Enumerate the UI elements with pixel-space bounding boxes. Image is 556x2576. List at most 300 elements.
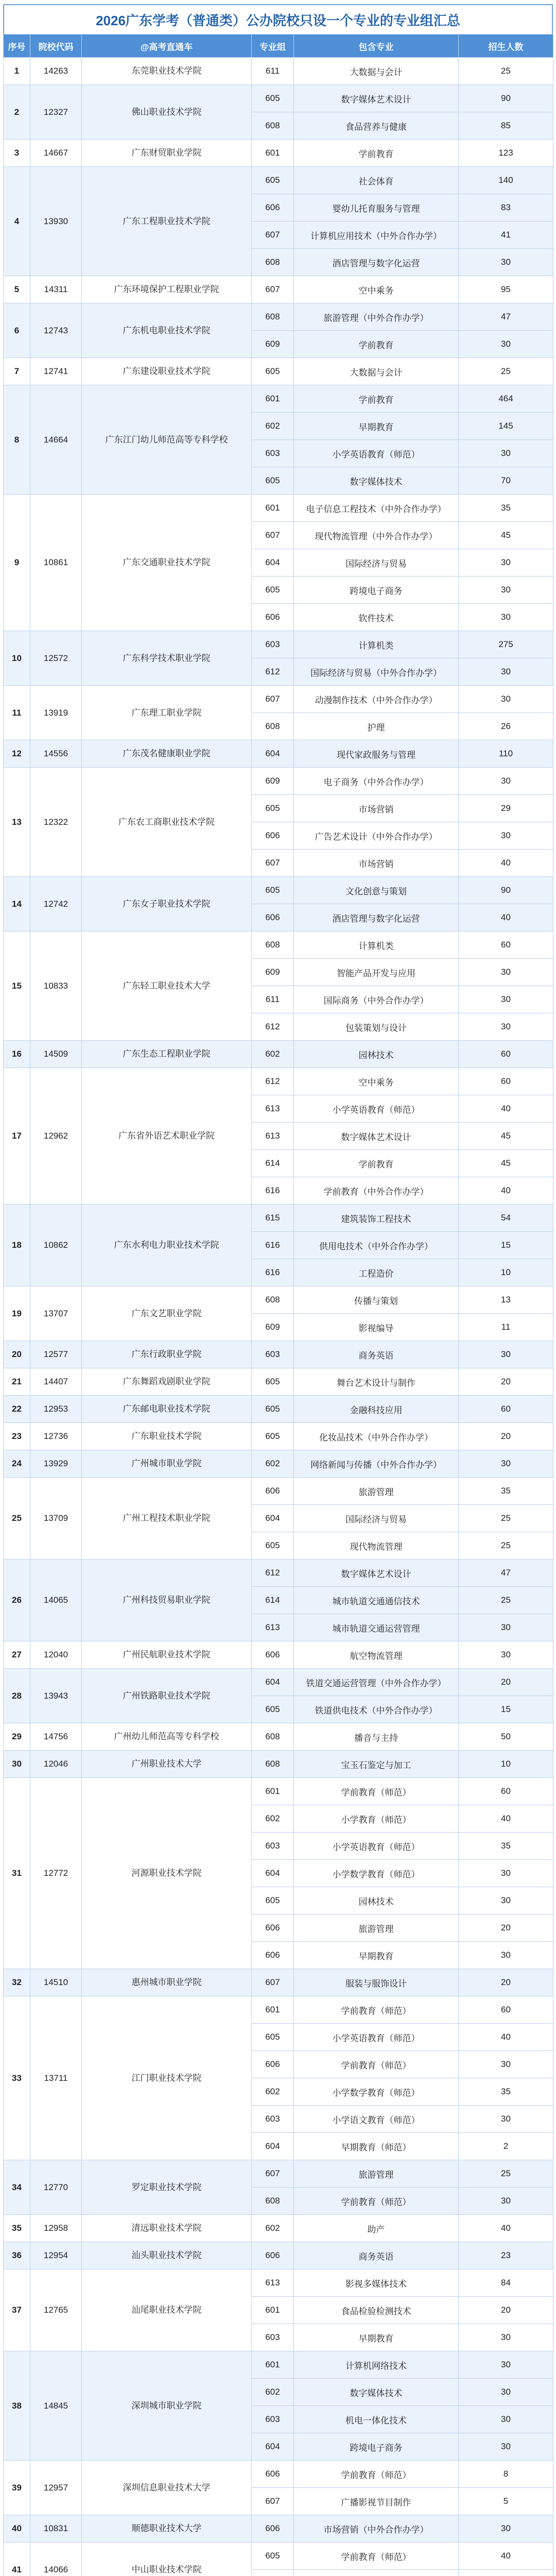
cell-group: 604 [252,740,294,768]
cell-group: 605 [252,795,294,822]
cell-quota: 85 [459,112,553,140]
cell-quota: 40 [459,2215,553,2242]
cell-quota: 110 [459,740,553,768]
table-row [4,358,553,385]
cell-school: 广州幼儿师范高等专科学校 [82,1723,252,1751]
cell-group: 606 [252,1641,294,1669]
cell-major: 跨境电子商务 [294,577,459,604]
cell-code: 12322 [30,768,82,877]
cell-major: 市场营销 [294,795,459,822]
table-row [4,1969,553,1996]
cell-quota: 30 [459,577,553,604]
cell-group: 601 [252,495,294,522]
cell-code: 14407 [30,1368,82,1396]
cell-major: 学前教育 [294,331,459,358]
cell-no: 14 [4,877,30,931]
cell-group: 608 [252,1751,294,1778]
cell-group: 612 [252,658,294,686]
cell-no: 20 [4,1341,30,1368]
cell-major: 早期教育（师范） [294,2133,459,2160]
cell-quota: 15 [459,1232,553,1259]
cell-school: 广东省外语艺术职业学院 [82,1068,252,1205]
table-row [4,1560,553,1587]
header-row [4,35,553,58]
cell-major: 酒店管理与数字化运营 [294,904,459,931]
cell-group: 614 [252,1150,294,1177]
cell-group: 601 [252,1778,294,1805]
cell-major: 市场营销（中外合作办学） [294,2515,459,2543]
cell-school: 罗定职业技术学院 [82,2160,252,2215]
table-row [4,1396,553,1423]
cell-no: 18 [4,1205,30,1286]
cell-group: 605 [252,2543,294,2570]
cell-group: 604 [252,2433,294,2461]
cell-major: 商务英语 [294,2242,459,2269]
cell-major: 小学数学教育（师范） [294,2078,459,2106]
cell-code: 12743 [30,303,82,358]
cell-no: 32 [4,1969,30,1996]
cell-major: 文化创意与策划 [294,877,459,904]
table-row [4,1478,553,1505]
cell-major: 数字媒体技术 [294,2379,459,2406]
cell-no: 39 [4,2461,30,2515]
cell-quota: 30 [459,1450,553,1478]
cell-group: 612 [252,1560,294,1587]
cell-major: 机电一体化技术 [294,2406,459,2433]
cell-quota: 84 [459,2269,553,2297]
cell-quota: 30 [459,2515,553,2543]
table-row [4,495,553,522]
cell-major: 金融科技应用 [294,1396,459,1423]
table-row [4,167,553,194]
cell-school: 河源职业技术学院 [82,1778,252,1969]
cell-major: 旅游管理 [294,1478,459,1505]
cell-group: 603 [252,2406,294,2433]
cell-group: 607 [252,222,294,249]
cell-quota: 25 [459,58,553,85]
cell-quota: 30 [459,1341,553,1368]
cell-quota: 35 [459,495,553,522]
cell-code: 14065 [30,1560,82,1641]
cell-group: 604 [252,2133,294,2160]
cell-major: 小学英语教育（师范） [294,2024,459,2051]
cell-quota: 60 [459,1068,553,1095]
cell-no: 7 [4,358,30,385]
cell-quota: 30 [459,440,553,467]
table-row [4,1341,553,1368]
cell-code: 14556 [30,740,82,768]
cell-major: 化妆品技术（中外合作办学） [294,1423,459,1450]
cell-group: 606 [252,904,294,931]
cell-group: 603 [252,2106,294,2133]
cell-group: 602 [252,413,294,440]
cell-group: 605 [252,1423,294,1450]
cell-major: 供用电技术（中外合作办学） [294,1232,459,1259]
cell-group: 603 [252,440,294,467]
cell-no: 9 [4,495,30,631]
cell-no: 27 [4,1641,30,1669]
cell-quota: 30 [459,1641,553,1669]
cell-group: 605 [252,1532,294,1560]
cell-quota: 30 [459,1860,553,1887]
cell-no: 28 [4,1669,30,1723]
cell-major: 电子商务（中外合作办学） [294,768,459,795]
header-school: @高考直通车 [82,35,252,58]
cell-major: 国际经济与贸易 [294,549,459,577]
cell-major: 学前教育（师范） [294,2051,459,2078]
cell-group: 607 [252,686,294,713]
cell-code: 13707 [30,1286,82,1341]
cell-major: 影视多媒体技术 [294,2269,459,2297]
cell-no: 25 [4,1478,30,1560]
cell-no: 22 [4,1396,30,1423]
cell-quota: 30 [459,1887,553,1914]
cell-major: 数字媒体艺术设计 [294,85,459,112]
cell-code: 14756 [30,1723,82,1751]
cell-school: 广东科学技术职业学院 [82,631,252,686]
cell-major: 动漫制作技术（中外合作办学） [294,686,459,713]
cell-school: 广东江门幼儿师范高等专科学校 [82,385,252,495]
cell-group: 606 [252,2051,294,2078]
cell-group: 602 [252,2078,294,2106]
cell-major: 婴幼儿托育服务与管理 [294,194,459,222]
cell-major: 现代物流管理 [294,1532,459,1560]
header-code: 院校代码 [30,35,82,58]
cell-major: 现代家政服务与管理 [294,740,459,768]
cell-major: 数字媒体技术 [294,467,459,495]
cell-quota: 25 [459,1505,553,1532]
cell-quota: 40 [459,1177,553,1205]
cell-quota: 20 [459,1969,553,1996]
cell-group: 608 [252,303,294,331]
cell-no: 15 [4,931,30,1041]
table-row [4,2269,553,2297]
cell-school: 广东女子职业技术学院 [82,877,252,931]
cell-major: 大数据与会计 [294,358,459,385]
cell-major: 旅游管理 [294,2160,459,2188]
cell-major: 园林技术 [294,1041,459,1068]
cell-group: 606 [252,1942,294,1969]
cell-group: 601 [252,2351,294,2379]
header-quota: 招生人数 [459,35,553,58]
cell-major: 小学语文教育（师范） [294,2106,459,2133]
table-row [4,1996,553,2024]
cell-major: 网络新闻与传播（中外合作办学） [294,1450,459,1478]
cell-code: 14066 [30,2543,82,2576]
cell-group: 607 [252,1969,294,1996]
cell-group: 602 [252,1450,294,1478]
cell-no: 24 [4,1450,30,1478]
table-row [4,1286,553,1314]
cell-major: 食品检验检测技术 [294,2297,459,2324]
cell-group: 613 [252,1614,294,1641]
table-row [4,631,553,658]
cell-quota: 140 [459,167,553,194]
cell-code: 12957 [30,2461,82,2515]
cell-major: 空中乘务 [294,276,459,303]
cell-group: 608 [252,2188,294,2215]
cell-major: 大数据与会计 [294,58,459,85]
table-row [4,85,553,112]
cell-quota: 35 [459,1833,553,1860]
cell-quota: 275 [459,631,553,658]
cell-group: 601 [252,2297,294,2324]
cell-group: 605 [252,577,294,604]
cell-quota: 23 [459,2242,553,2269]
cell-school: 广东行政职业学院 [82,1341,252,1368]
cell-school: 东莞职业技术学院 [82,58,252,85]
cell-major: 旅游管理（中外合作办学） [294,303,459,331]
cell-quota: 20 [459,1368,553,1396]
cell-major: 助产 [294,2215,459,2242]
table-row [4,1641,553,1669]
table-row [4,2543,553,2570]
cell-school: 深圳城市职业学院 [82,2351,252,2461]
cell-code: 12772 [30,1778,82,1969]
cell-quota: 10 [459,1751,553,1778]
cell-quota: 2 [459,2133,553,2160]
cell-school: 广州科技贸易职业学院 [82,1560,252,1641]
cell-group: 603 [252,631,294,658]
cell-major: 广告艺术设计（中外合作办学） [294,822,459,850]
cell-code: 14845 [30,2351,82,2461]
cell-major: 服装与服饰设计 [294,1969,459,1996]
header-group: 专业组 [252,35,294,58]
cell-major: 学前教育 [294,140,459,167]
cell-quota: 47 [459,1560,553,1587]
cell-quota: 40 [459,850,553,877]
cell-code: 14664 [30,385,82,495]
cell-quota: 30 [459,959,553,986]
cell-group: 607 [252,276,294,303]
cell-quota: 8 [459,2461,553,2488]
cell-code: 13930 [30,167,82,276]
cell-code: 13711 [30,1996,82,2160]
cell-code: 12770 [30,2160,82,2215]
cell-quota: 15 [459,1696,553,1723]
cell-group: 609 [252,331,294,358]
cell-group: 604 [252,1505,294,1532]
cell-group: 608 [252,1286,294,1314]
cell-no: 6 [4,303,30,358]
cell-no: 30 [4,1751,30,1778]
cell-school: 广州城市职业学院 [82,1450,252,1478]
cell-group: 605 [252,85,294,112]
table-row [4,2242,553,2269]
cell-group: 616 [252,1232,294,1259]
cell-no: 17 [4,1068,30,1205]
cell-group: 605 [252,467,294,495]
cell-code: 12040 [30,1641,82,1669]
cell-group: 608 [252,1723,294,1751]
cell-group: 605 [252,1368,294,1396]
table-row [4,877,553,904]
cell-quota: 40 [459,904,553,931]
cell-quota: 30 [459,822,553,850]
cell-code: 10862 [30,1205,82,1286]
cell-code: 12953 [30,1396,82,1423]
cell-quota: 30 [459,2406,553,2433]
cell-quota: 30 [459,331,553,358]
cell-quota: 29 [459,795,553,822]
cell-school: 广州铁路职业技术学院 [82,1669,252,1723]
cell-major: 铁道供电技术（中外合作办学） [294,1696,459,1723]
table-row [4,931,553,959]
cell-major: 宝玉石鉴定与加工 [294,1751,459,1778]
cell-group: 614 [252,1587,294,1614]
cell-group: 615 [252,1205,294,1232]
cell-group: 606 [252,604,294,631]
cell-code: 12962 [30,1068,82,1205]
cell-major: 早期教育 [294,2324,459,2351]
cell-no: 23 [4,1423,30,1450]
cell-quota: 83 [459,194,553,222]
cell-quota: 20 [459,2297,553,2324]
cell-major: 小学数学教育（师范） [294,1860,459,1887]
cell-major: 国际商务（中外合作办学） [294,986,459,1013]
cell-code: 10833 [30,931,82,1041]
cell-quota: 30 [459,2051,553,2078]
cell-major: 酒店管理与数字化运营 [294,249,459,276]
cell-quota: 40 [459,1095,553,1123]
cell-quota: 47 [459,303,553,331]
cell-quota: 30 [459,549,553,577]
table-row [4,1041,553,1068]
table-row [4,686,553,713]
cell-code: 14510 [30,1969,82,1996]
cell-no: 26 [4,1560,30,1641]
cell-group: 608 [252,112,294,140]
cell-no: 21 [4,1368,30,1396]
cell-quota: 25 [459,2160,553,2188]
table-row [4,1450,553,1478]
cell-major: 播音与主持 [294,1723,459,1751]
cell-major: 学前教育（中外合作办学） [294,1177,459,1205]
cell-no: 41 [4,2543,30,2576]
cell-code: 12954 [30,2242,82,2269]
cell-group: 611 [252,58,294,85]
cell-major: 学前教育（师范） [294,2543,459,2570]
cell-major: 护理 [294,713,459,740]
cell-quota: 35 [459,1478,553,1505]
cell-quota: 90 [459,877,553,904]
cell-school: 广州工程技术职业学院 [82,1478,252,1560]
table-row [4,385,553,413]
table-row [4,1368,553,1396]
cell-code: 13929 [30,1450,82,1478]
cell-quota: 45 [459,1123,553,1150]
cell-code: 14667 [30,140,82,167]
cell-group: 607 [252,522,294,549]
table-row [4,58,553,85]
cell-major: 数字媒体艺术设计 [294,1560,459,1587]
cell-major: 小学英语教育（师范） [294,440,459,467]
cell-no: 34 [4,2160,30,2215]
cell-quota: 50 [459,1723,553,1751]
page-title: 2026广东学考（普通类）公办院校只设一个专业的专业组汇总 [3,4,553,34]
table-row [4,768,553,795]
cell-group: 606 [252,2461,294,2488]
cell-quota: 30 [459,986,553,1013]
cell-quota: 13 [459,1286,553,1314]
cell-school: 广东农工商职业技术学院 [82,768,252,877]
cell-major [294,2570,459,2576]
cell-quota: 40 [459,2024,553,2051]
cell-group: 605 [252,167,294,194]
cell-major: 早期教育 [294,413,459,440]
cell-quota: 20 [459,1914,553,1942]
cell-school: 广东舞蹈戏剧职业学院 [82,1368,252,1396]
cell-group: 605 [252,877,294,904]
cell-major: 建筑装饰工程技术 [294,1205,459,1232]
cell-quota: 464 [459,385,553,413]
cell-group: 601 [252,140,294,167]
cell-quota: 54 [459,1205,553,1232]
cell-major: 社会体育 [294,167,459,194]
cell-quota: 25 [459,1587,553,1614]
cell-group: 602 [252,1041,294,1068]
cell-school: 广东机电职业技术学院 [82,303,252,358]
cell-school: 广东理工职业学院 [82,686,252,740]
cell-code: 10861 [30,495,82,631]
cell-school: 清远职业技术学院 [82,2215,252,2242]
cell-quota: 30 [459,1614,553,1641]
table-row [4,2351,553,2379]
cell-quota: 30 [459,2106,553,2133]
cell-code: 12741 [30,358,82,385]
cell-quota: 20 [459,1423,553,1450]
cell-no: 10 [4,631,30,686]
cell-school: 深圳信息职业技术大学 [82,2461,252,2515]
cell-major: 学前教育（师范） [294,1996,459,2024]
cell-group: 606 [252,1914,294,1942]
cell-no: 5 [4,276,30,303]
cell-major: 园林技术 [294,1887,459,1914]
cell-no: 12 [4,740,30,768]
cell-school: 广东工程职业技术学院 [82,167,252,276]
cell-group: 603 [252,1341,294,1368]
cell-major: 小学英语教育（师范） [294,1095,459,1123]
table-row [4,1669,553,1696]
cell-no: 33 [4,1996,30,2160]
cell-quota: 26 [459,713,553,740]
cell-group: 602 [252,2379,294,2406]
cell-major: 空中乘务 [294,1068,459,1095]
cell-major: 工程造价 [294,1259,459,1286]
table-row [4,740,553,768]
cell-quota: 70 [459,467,553,495]
cell-no: 37 [4,2269,30,2351]
table-row [4,2515,553,2543]
table-row [4,1423,553,1450]
cell-major: 传播与策划 [294,1286,459,1314]
cell-school: 广东邮电职业技术学院 [82,1396,252,1423]
cell-school: 广东交通职业技术学院 [82,495,252,631]
cell-quota: 30 [459,686,553,713]
cell-quota: 30 [459,1013,553,1041]
cell-group: 616 [252,1259,294,1286]
cell-group: 606 [252,1478,294,1505]
table-row [4,276,553,303]
cell-no: 1 [4,58,30,85]
cell-major: 铁道交通运营管理（中外合作办学） [294,1669,459,1696]
cell-group: 605 [252,358,294,385]
cell-school: 广东茂名健康职业学院 [82,740,252,768]
cell-major: 计算机类 [294,631,459,658]
cell-major: 计算机类 [294,931,459,959]
cell-group: 606 [252,194,294,222]
cell-school: 广东生态工程职业学院 [82,1041,252,1068]
